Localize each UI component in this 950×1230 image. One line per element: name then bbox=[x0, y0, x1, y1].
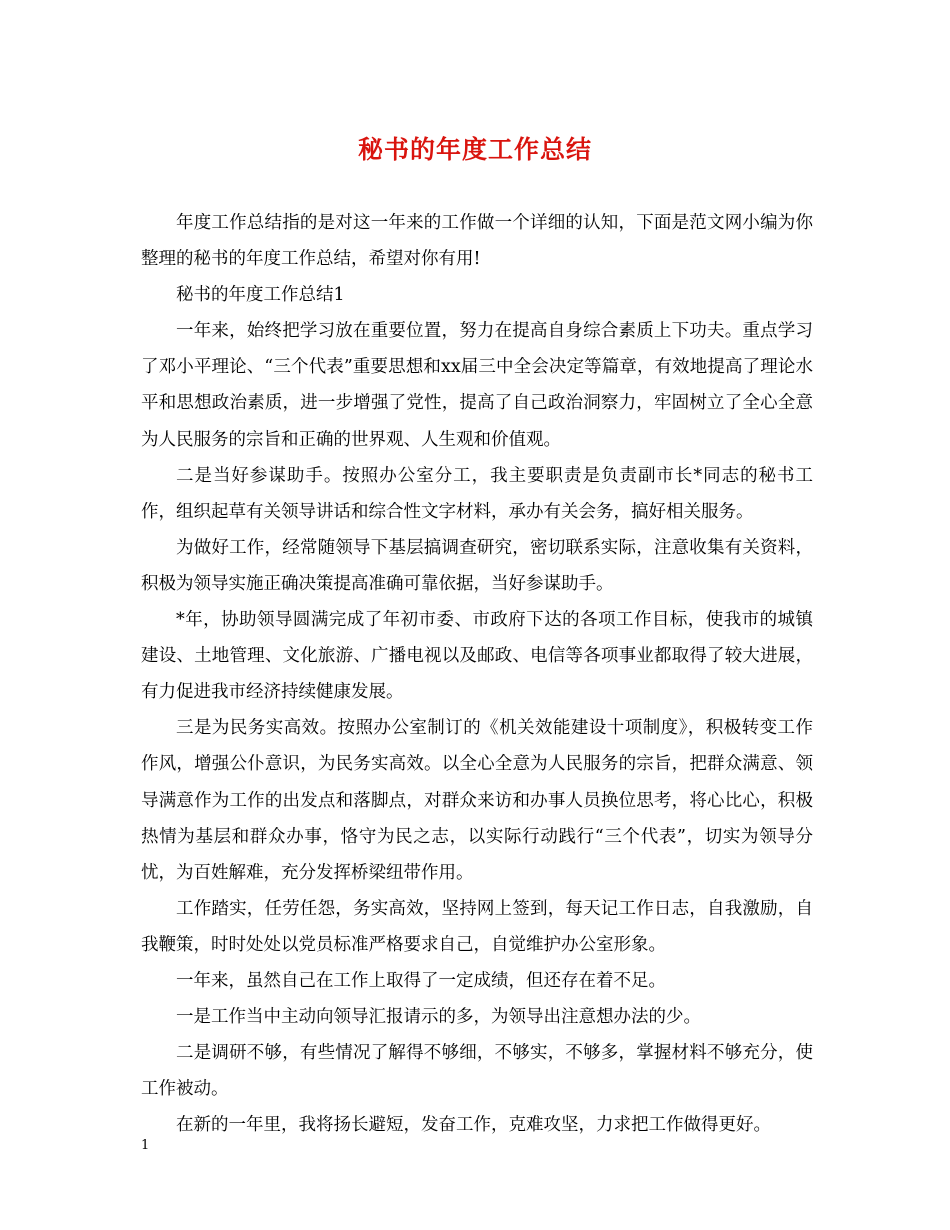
paragraph: *年，协助领导圆满完成了年初市委、市政府下达的各项工作目标，使我市的城镇建设、土地管理、文化旅游、广播电视以及邮政、电信等各项事业都取得了较大进展，有力促进我市经济持续健康发展。 bbox=[141, 610, 813, 703]
paragraph-intro: 年度工作总结指的是对这一年来的工作做一个详细的认知，下面是范文网小编为你整理的秘书的年度工作总结，希望对你有用! bbox=[141, 213, 813, 270]
document-title: 秘书的年度工作总结 bbox=[357, 135, 592, 164]
section-heading: 秘书的年度工作总结1 bbox=[176, 285, 345, 306]
paragraph: 一年来，虽然自己在工作上取得了一定成绩，但还存在着不足。 bbox=[176, 970, 666, 991]
paragraph: 工作踏实，任劳任怨，务实高效，坚持网上签到，每天记工作日志，自我激励，自我鞭策，时时处处以党员标准严格要求自己，自觉维护办公室形象。 bbox=[141, 898, 813, 955]
paragraph: 一是工作当中主动向领导汇报请示的多，为领导出注意想办法的少。 bbox=[176, 1007, 701, 1028]
paragraph: 为做好工作，经常随领导下基层搞调查研究，密切联系实际，注意收集有关资料，积极为领导实施正确决策提高准确可靠依据，当好参谋助手。 bbox=[141, 537, 813, 594]
paragraph: 二是调研不够，有些情况了解得不够细，不够实，不够多，掌握材料不够充分，使工作被动。 bbox=[141, 1043, 813, 1100]
paragraph: 在新的一年里，我将扬长避短，发奋工作，克难攻坚，力求把工作做得更好。 bbox=[176, 1115, 771, 1136]
page-number: 1 bbox=[141, 1138, 150, 1153]
paragraph: 三是为民务实高效。按照办公室制订的《机关效能建设十项制度》，积极转变工作作风，增强公仆意识，为民务实高效。以全心全意为人民服务的宗旨，把群众满意、领导满意作为工作的出发点和落脚点，对群众来访和办事人员换位思考，将心比心，积极热情为基层和群众办事，恪守为民之志，以实际行动践行“三个代表”，切实为领导分忧，为百姓解难，充分发挥桥梁纽带作用。 bbox=[141, 718, 813, 883]
document-body bbox=[141, 205, 813, 1143]
paragraph: 一年来，始终把学习放在重要位置，努力在提高自身综合素质上下功夫。重点学习了邓小平理论、“三个代表”重要思想和xx届三中全会决定等篇章，有效地提高了理论水平和思想政治素质，进一步增强了党性，提高了自己政治洞察力，牢固树立了全心全意为人民服务的宗旨和正确的世界观、人生观和价值观。 bbox=[141, 321, 813, 450]
paragraph: 二是当好参谋助手。按照办公室分工，我主要职责是负责副市长*同志的秘书工作，组织起草有关领导讲话和综合性文字材料，承办有关会务，搞好相关服务。 bbox=[141, 465, 813, 522]
